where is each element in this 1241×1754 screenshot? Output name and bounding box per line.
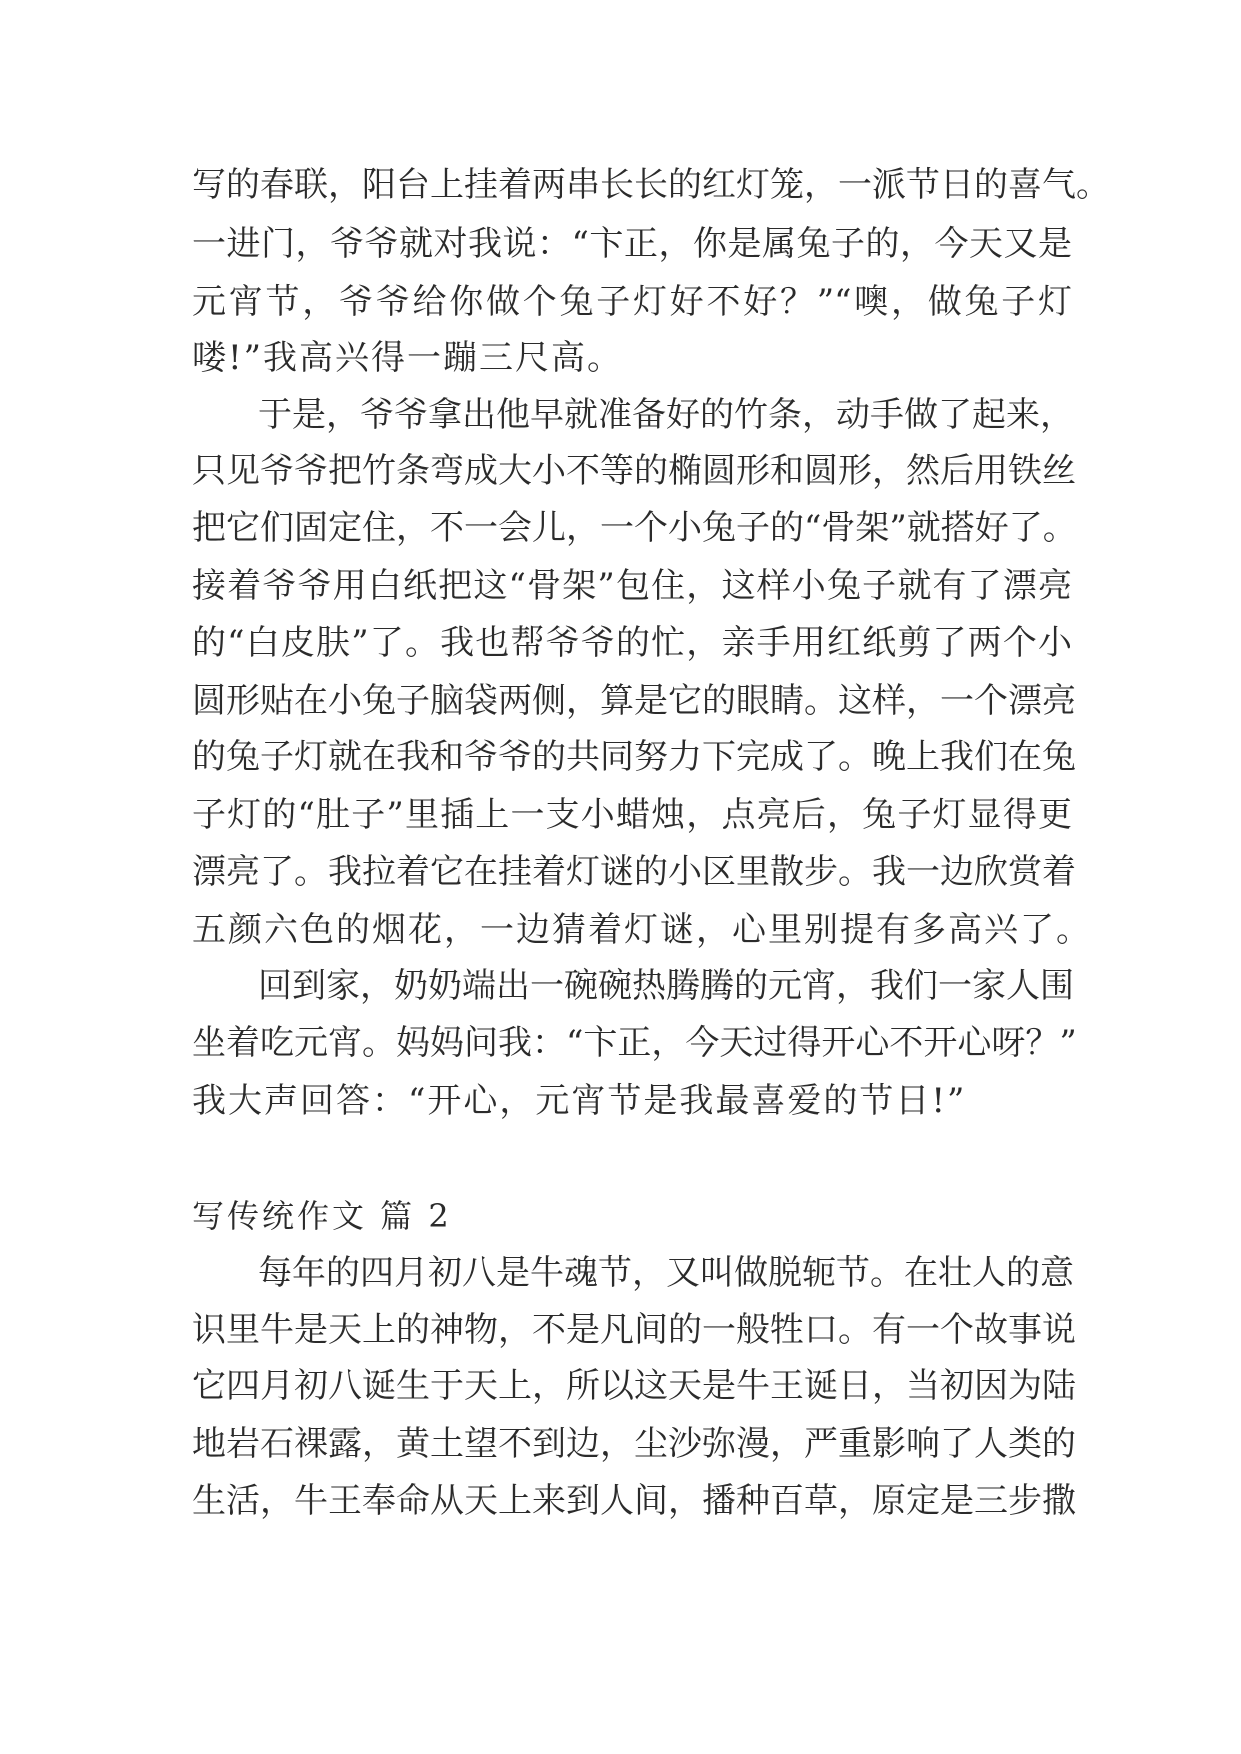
section-heading: 写传统作文 篇 2 xyxy=(192,1197,452,1235)
text-line: 只见爷爷把竹条弯成大小不等的椭圆形和圆形，然后用铁丝 xyxy=(192,451,1076,491)
text-line: 生活，牛王奉命从天上来到人间，播种百草，原定是三步撒 xyxy=(192,1481,1076,1521)
text-line: 地岩石裸露，黄土望不到边，尘沙弥漫，严重影响了人类的 xyxy=(192,1424,1076,1464)
text-line: 我大声回答：“开心，元宵节是我最喜爱的节日!” xyxy=(192,1081,967,1121)
text-line: 一进门，爷爷就对我说：“卞正，你是属兔子的，今天又是 xyxy=(192,224,1072,264)
text-line: 的兔子灯就在我和爷爷的共同努力下完成了。晚上我们在兔 xyxy=(192,737,1076,777)
text-line: 它四月初八诞生于天上，所以这天是牛王诞日，当初因为陆 xyxy=(192,1366,1076,1406)
text-line: 圆形贴在小兔子脑袋两侧，算是它的眼睛。这样，一个漂亮 xyxy=(192,681,1076,721)
text-line: 每年的四月初八是牛魂节，又叫做脱轭节。在壮人的意 xyxy=(258,1253,1074,1293)
text-line: 漂亮了。我拉着它在挂着灯谜的小区里散步。我一边欣赏着 xyxy=(192,852,1076,892)
text-line: 接着爷爷用白纸把这“骨架”包住，这样小兔子就有了漂亮 xyxy=(192,566,1072,606)
text-line: 喽!”我高兴得一蹦三尺高。 xyxy=(192,338,624,378)
text-line: 五颜六色的烟花，一边猜着灯谜，心里别提有多高兴了。 xyxy=(192,910,1092,950)
text-line: 子灯的“肚子”里插上一支小蜡烛，点亮后，兔子灯显得更 xyxy=(192,795,1072,835)
text-line: 写的春联，阳台上挂着两串长长的红灯笼，一派节日的喜气。 xyxy=(192,165,1110,205)
text-line: 识里牛是天上的神物，不是凡间的一般牲口。有一个故事说 xyxy=(192,1310,1076,1350)
text-line: 的“白皮肤”了。我也帮爷爷的忙，亲手用红纸剪了两个小 xyxy=(192,623,1072,663)
text-line: 坐着吃元宵。妈妈问我：“卞正，今天过得开心不开心呀？” xyxy=(192,1023,1077,1063)
text-line: 于是，爷爷拿出他早就准备好的竹条，动手做了起来， xyxy=(258,395,1074,435)
text-line: 把它们固定住，不一会儿，一个小兔子的“骨架”就搭好了。 xyxy=(192,508,1077,548)
text-line: 回到家，奶奶端出一碗碗热腾腾的元宵，我们一家人围 xyxy=(258,966,1074,1006)
text-line: 元宵节，爷爷给你做个兔子灯好不好？”“噢，做兔子灯 xyxy=(192,282,1072,322)
